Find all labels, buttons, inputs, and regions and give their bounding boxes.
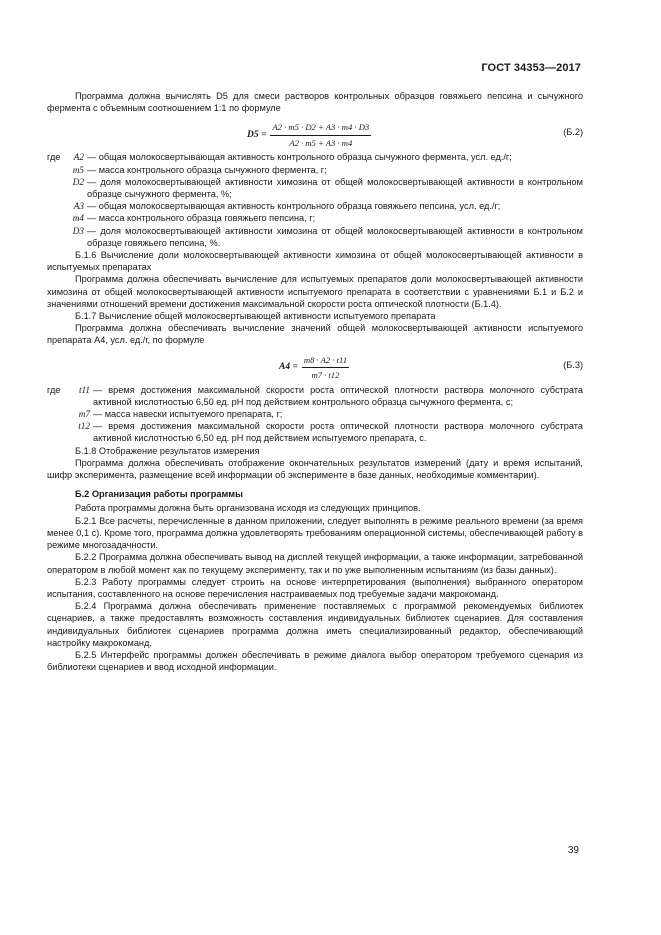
formula-b3-lhs: A4 = <box>279 362 298 373</box>
standard-header: ГОСТ 34353—2017 <box>481 62 581 74</box>
section-b24-text: Б.2.4 Программа должна обеспечивать применение поставляемых с программой рекомендуемых библиотек сценариев, а также предоставлять возможность составления индивидуальных библиотек сценариев. Для составления индивидуальных библиотек сценариев программа должна иметь специализированный редактор, обеспечивающий настройку макрокоманд. <box>47 601 583 648</box>
section-b16-text: Программа должна обеспечивать вычисление для испытуемых препаратов доли молокосвертывающей активности химозина от общей молокосвертывающей активности испытуемого препарата в соответствии с уравнениями Б.1 и Б.2 и значениями отношений времени достижения максимальной скорости роста оптической плотности (Б.1.4). <box>47 274 583 309</box>
section-b23-text: Б.2.3 Работу программы следует строить на основе интерпретирования (выполнения) выбранного оператором испытания, составленного на основе перечисления настраиваемых под требуемые задачи макрокоманд. <box>47 576 583 599</box>
definition-row: m4 — масса контрольного образца говяжьего пепсина, г; <box>72 213 316 224</box>
formula-b2-denominator: A2 · m5 + A3 · m4 <box>289 137 353 148</box>
formula-b2-number: (Б.2) <box>563 127 583 138</box>
section-b18-text: Программа должна обеспечивать отображение окончательных результатов измерений (дату и время испытаний, шифр эксперимента, размещение всей информации об эксперименте в базе данных, необходимые комментарии). <box>47 457 583 481</box>
definition-row: m7 — масса навески испытуемого препарата, г; <box>78 409 283 420</box>
definition-row: D3 — доля молокосвертывающей активности химозина от общей молокосвертывающей активности в контрольном образце говяжьего пепсина, %. <box>72 225 583 248</box>
formula-b2 <box>47 117 583 147</box>
formula-b2-lhs: D5 = <box>247 130 267 140</box>
section-b25-text: Б.2.5 Интерфейс программы должен обеспечивать в режиме диалога выбор оператором требуемого сценария из библиотеки сценариев и ввод исходной информации. <box>47 649 583 673</box>
formula-b2-numerator: A2 · m5 · D2 + A3 · m4 · D3 <box>270 121 371 135</box>
formula-b3-fraction <box>302 354 349 381</box>
intro-d5-paragraph: Программа должна вычислять D5 для смеси растворов контрольных образцов говяжьего пепсина и сычужного фермента с объемным соотношением 1:1 по формуле <box>47 91 583 114</box>
section-b21-text: Б.2.1 Все расчеты, перечисленные в данном приложении, следует выполнять в режиме реального времени (за время менее 0,1 с). Кроме того, программа должна удовлетворять требованиям операционной системы, обеспечивающей работу в режиме многозадачности. <box>47 515 583 551</box>
section-b17-title: Б.1.7 Вычисление общей молокосвертывающей активности испытуемого препарата <box>75 311 436 322</box>
section-b16-title: Б.1.6 Вычисление доли молокосвертывающей активности химозина от общей молокосвертывающей активности в испытуемых препаратах <box>47 250 583 273</box>
formula-b2-fraction <box>270 121 371 148</box>
definition-row: m5 — масса контрольного образца сычужного фермента, г; <box>72 164 327 175</box>
definition-row: A3 — общая молокосвертывающая активность контрольного образца говяжьего пепсина, усл. ед./г; <box>73 201 501 212</box>
definition-row: где t11 — время достижения максимальной скорости роста оптической плотности раствора молочного субстрата активной кислотностью 6,50 ед. pH под действием контрольного образца сычужного фермента, с; <box>47 384 583 407</box>
section-b2-heading: Б.2 Организация работы программы <box>75 489 243 500</box>
definitions-b3 <box>47 384 583 445</box>
formula-b3-numerator: m8 · A2 · t11 <box>302 354 349 368</box>
definition-row: D2 — доля молокосвертывающей активности химозина от общей молокосвертывающей активности в контрольном образце сычужного фермента, %; <box>72 176 583 200</box>
definition-row: где A2 — общая молокосвертывающая активность контрольного образца сычужного фермента, усл. ед./г; <box>47 152 512 163</box>
formula-b3-denominator: m7 · t12 <box>311 369 340 380</box>
formula-b3 <box>47 350 583 380</box>
definitions-b2 <box>47 151 583 249</box>
section-b22-text: Б.2.2 Программа должна обеспечивать вывод на дисплей текущей информации, а также информации, затребованной оператором в любой момент как по текущему эксперименту, так и по уже выполненным испытаниям (из базы данных). <box>47 552 583 575</box>
section-b18-title: Б.1.8 Отображение результатов измерения <box>75 445 260 456</box>
definition-row: t12 — время достижения максимальной скорости роста оптической плотности раствора молочного субстрата активной кислотностью 6,50 ед. pH под действием испытуемого препарата, с. <box>78 421 583 444</box>
page-content <box>47 90 583 673</box>
formula-b3-number: (Б.3) <box>563 359 583 370</box>
page-number: 39 <box>567 845 579 856</box>
section-b2-text: Работа программы должна быть организована исходя из следующих принципов. <box>75 503 421 514</box>
section-b17-text: Программа должна обеспечивать вычисление значений общей молокосвертывающей активности испытуемого препарата A4, усл. ед./г, по формуле <box>47 323 583 346</box>
